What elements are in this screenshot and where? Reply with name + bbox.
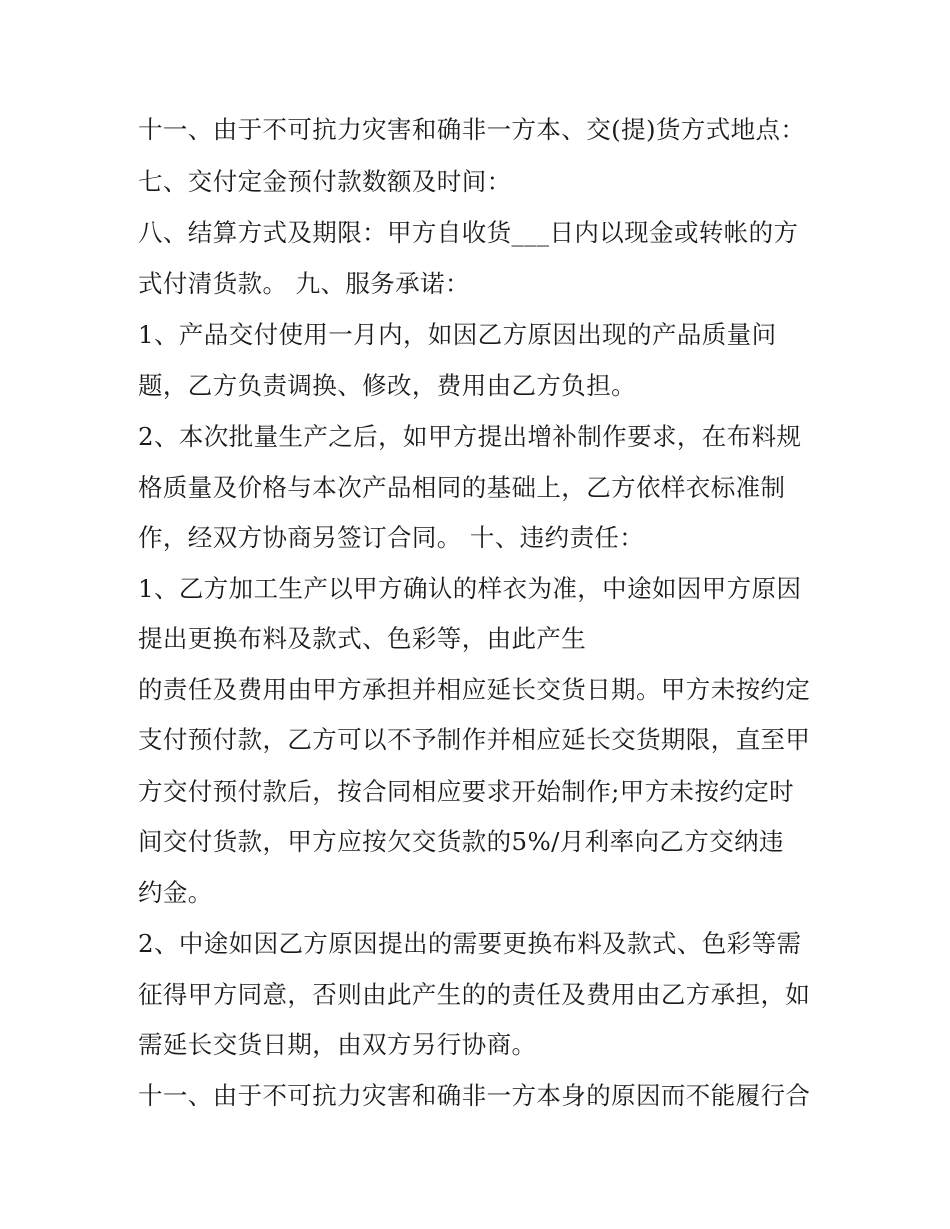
text-line-8: 格质量及价格与本次产品相同的基础上，乙方依样衣标准制 xyxy=(138,473,786,502)
text-line-1: 十一、由于不可抗力灾害和确非一方本、交(提)货方式地点： xyxy=(138,115,806,144)
text-line-14: 方交付预付款后，按合同相应要求开始制作;甲方未按约定时 xyxy=(138,777,795,806)
text-line-11: 提出更换布料及款式、色彩等，由此产生 xyxy=(138,624,587,653)
text-line-2: 七、交付定金预付款数额及时间： xyxy=(138,167,512,196)
text-line-16: 约金。 xyxy=(138,878,213,907)
text-line-17: 2、中途如因乙方原因提出的需要更换布料及款式、色彩等需 xyxy=(138,929,802,958)
text-line-6: 题，乙方负责调换、修改，费用由乙方负担。 xyxy=(138,371,636,400)
text-line-4: 式付清货款。 九、服务承诺： xyxy=(138,269,470,298)
text-line-18: 征得甲方同意，否则由此产生的的责任及费用由乙方承担，如 xyxy=(138,980,811,1009)
text-line-19: 需延长交货日期，由双方另行协商。 xyxy=(138,1030,537,1059)
text-line-9: 作，经双方协商另签订合同。 十、违约责任： xyxy=(138,523,645,552)
text-line-12: 的责任及费用由甲方承担并相应延长交货日期。甲方未按约定 xyxy=(138,675,811,704)
text-line-7: 2、本次批量生产之后，如甲方提出增补制作要求，在布料规 xyxy=(138,422,802,451)
text-line-13: 支付预付款，乙方可以不予制作并相应延长交货期限，直至甲 xyxy=(138,725,811,754)
text-line-10: 1、乙方加工生产以甲方确认的样衣为准，中途如因甲方原因 xyxy=(138,574,802,603)
text-line-20: 十一、由于不可抗力灾害和确非一方本身的原因而不能履行合 xyxy=(138,1081,811,1110)
text-line-15: 间交付货款，甲方应按欠交货款的5%/月利率向乙方交纳违 xyxy=(138,827,784,856)
text-line-5: 1、产品交付使用一月内，如因乙方原因出现的产品质量问 xyxy=(138,320,777,349)
text-line-3: 八、结算方式及期限：甲方自收货___日内以现金或转帐的方 xyxy=(138,218,799,247)
